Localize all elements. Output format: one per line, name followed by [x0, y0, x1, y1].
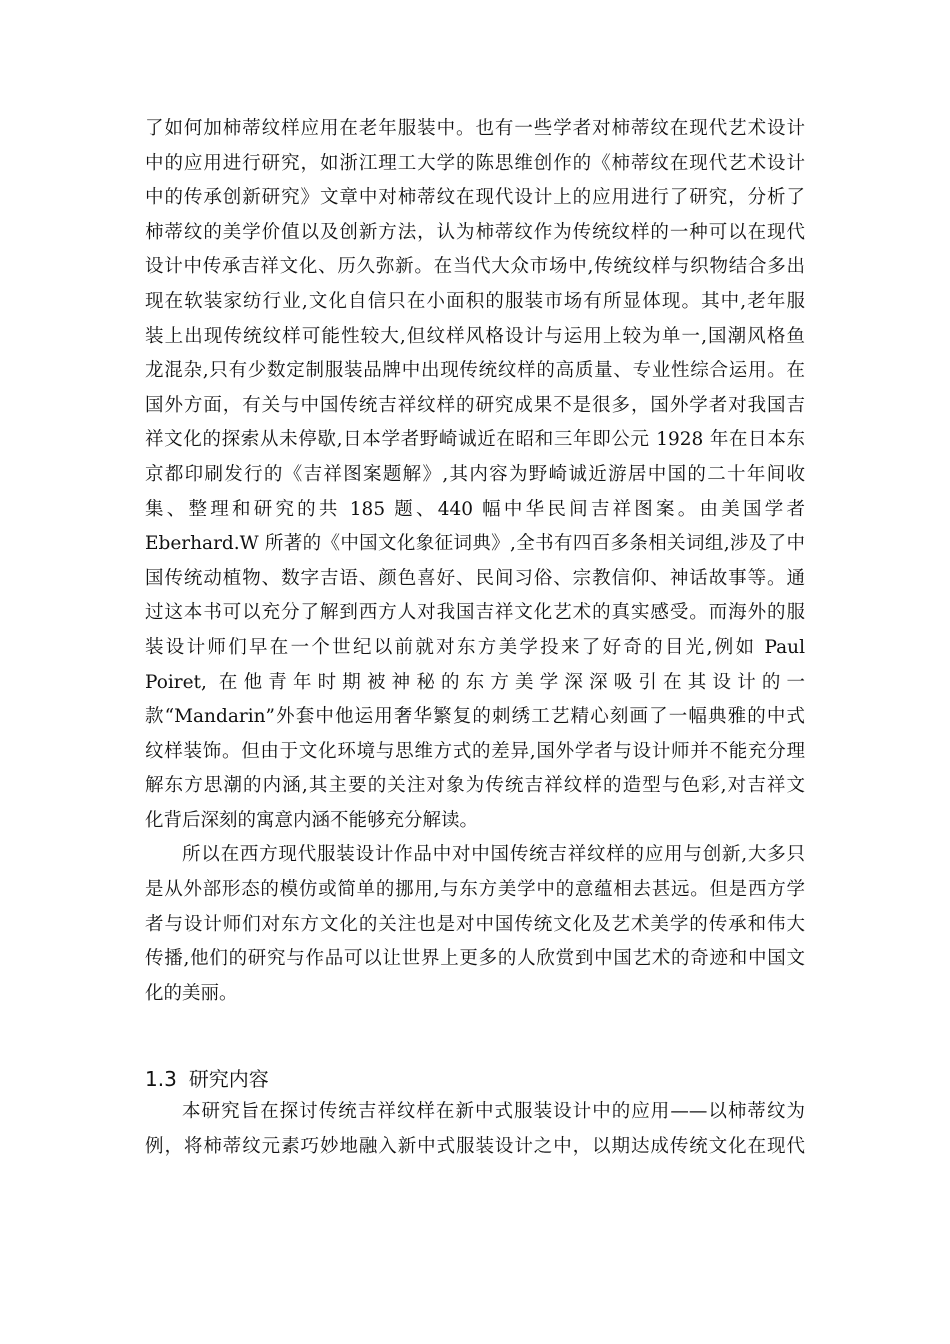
text-line: 国外方面，有关与中国传统吉祥纹样的研究成果不是很多，国外学者对我国吉: [145, 394, 805, 416]
text-line: 装上出现传统纹样可能性较大,但纹样风格设计与运用上较为单一,国潮风格鱼: [145, 325, 805, 347]
section-title: 研究内容: [188, 1067, 269, 1092]
text-line: 现在软装家纺行业,文化自信只在小面积的服装市场有所显体现。其中,老年服: [145, 290, 805, 312]
text-line: 柿蒂纹的美学价值以及创新方法，认为柿蒂纹作为传统纹样的一种可以在现代: [145, 221, 805, 243]
text-line: 是从外部形态的模仿或简单的挪用,与东方美学中的意蕴相去甚远。但是西方学: [145, 879, 805, 901]
text-line: 祥文化的探索从未停歇,日本学者野崎诚近在昭和三年即公元 1928 年在日本东: [145, 429, 805, 451]
text-line: 装设计师们早在一个世纪以前就对东方美学投来了好奇的目光,例如 Paul: [145, 636, 805, 658]
text-line: 解东方思潮的内涵,其主要的关注对象为传统吉祥纹样的造型与色彩,对吉祥文: [145, 775, 805, 797]
text-line: 国传统动植物、数字吉语、颜色喜好、民间习俗、宗教信仰、神话故事等。通: [145, 567, 805, 589]
text-line: 纹样装饰。但由于文化环境与思维方式的差异,国外学者与设计师并不能充分理: [145, 740, 805, 762]
text-line: 者与设计师们对东方文化的关注也是对中国传统文化及艺术美学的传承和伟大: [145, 913, 805, 935]
text-line: 款“Mandarin”外套中他运用奢华繁复的刺绣工艺精心刻画了一幅典雅的中式: [145, 706, 805, 728]
text-line: 传播,他们的研究与作品可以让世界上更多的人欣赏到中国艺术的奇迹和中国文: [145, 948, 805, 970]
body-paragraph-1: [145, 112, 805, 838]
text-line: 京都印刷发行的《吉祥图案题解》,其内容为野崎诚近游居中国的二十年间收: [145, 463, 805, 485]
document-page: [145, 112, 805, 1165]
text-line: 设计中传承吉祥文化、历久弥新。在当代大众市场中,传统纹样与织物结合多出: [145, 256, 805, 278]
text-line: 过这本书可以充分了解到西方人对我国吉祥文化艺术的真实感受。而海外的服: [145, 602, 805, 624]
text-line: Eberhard.W 所著的《中国文化象征词典》,全书有四百多条相关词组,涉及了中: [145, 533, 805, 555]
text-line: 集、整理和研究的共 185 题、440 幅中华民间吉祥图案。由美国学者: [145, 498, 805, 520]
section-number: 1.3: [145, 1067, 177, 1092]
text-line: 所以在西方现代服装设计作品中对中国传统吉祥纹样的应用与创新,大多只: [182, 844, 805, 866]
section-heading: [145, 1063, 805, 1095]
text-line: 了如何加柿蒂纹样应用在老年服装中。也有一些学者对柿蒂纹在现代艺术设计: [145, 118, 805, 139]
text-line: 本研究旨在探讨传统吉祥纹样在新中式服装设计中的应用——以柿蒂纹为: [182, 1101, 805, 1123]
text-line: Poiret, 在他青年时期被神秘的东方美学深深吸引在其设计的一: [145, 671, 805, 693]
text-line: 化背后深刻的寓意内涵不能够充分解读。: [145, 809, 479, 831]
text-line: 中的传承创新研究》文章中对柿蒂纹在现代设计上的应用进行了研究，分析了: [145, 187, 805, 209]
text-line: 例，将柿蒂纹元素巧妙地融入新中式服装设计之中，以期达成传统文化在现代: [145, 1136, 805, 1158]
text-line: 化的美丽。: [145, 982, 238, 1004]
body-paragraph-2: [145, 838, 805, 1011]
text-line: 中的应用进行研究，如浙江理工大学的陈思维创作的《柿蒂纹在现代艺术设计: [145, 152, 805, 174]
text-line: 龙混杂,只有少数定制服装品牌中出现传统纹样的高质量、专业性综合运用。在: [145, 360, 805, 382]
section-paragraph: [145, 1095, 805, 1164]
